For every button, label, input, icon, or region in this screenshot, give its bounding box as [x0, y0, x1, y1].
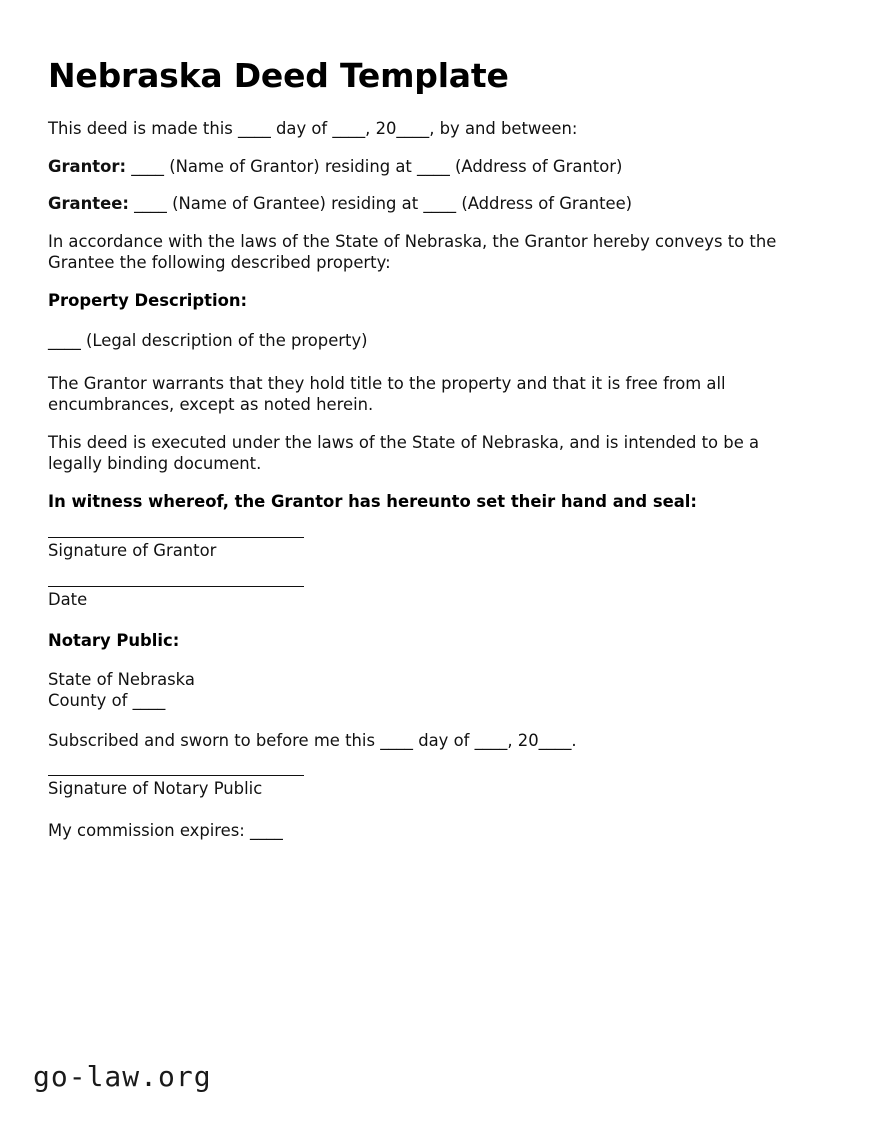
property-description-heading: Property Description: [48, 290, 248, 310]
grantor-signature-block [48, 537, 806, 562]
conveyance-paragraph: In accordance with the laws of the State of Nebraska, the Grantor hereby conveys to the Grantee the following described property: [48, 231, 777, 272]
grantee-label: Grantee: [48, 194, 129, 213]
subscribed-paragraph: Subscribed and sworn to before me this ____ day of ____, 20____. [48, 730, 577, 750]
warranty-paragraph: The Grantor warrants that they hold title to the property and that it is free from all encumbrances, except as noted herein. [48, 373, 726, 414]
grantee-line [48, 193, 806, 215]
state-line: State of Nebraska [48, 669, 195, 689]
notary-jurisdiction-block [48, 669, 806, 712]
intro-paragraph: This deed is made this ____ day of ____, 20____, by and between: [48, 119, 578, 138]
property-description-blank: ____ (Legal description of the property) [48, 331, 368, 350]
grantor-signature-line [48, 537, 304, 538]
county-line: County of ____ [48, 691, 166, 710]
notary-public-heading: Notary Public: [48, 631, 180, 650]
commission-expires-line: My commission expires: ____ [48, 820, 283, 840]
site-watermark: go-law.org [33, 1060, 212, 1093]
grantor-text: ____ (Name of Grantor) residing at ____ (Address of Grantor) [126, 156, 623, 176]
date-label: Date [48, 589, 88, 609]
document-body [48, 56, 806, 862]
notary-signature-block [48, 775, 806, 800]
notary-signature-line [48, 775, 304, 776]
date-line [48, 586, 304, 587]
page-title: Nebraska Deed Template [48, 56, 509, 95]
date-signature-block [48, 586, 806, 611]
witness-heading: In witness whereof, the Grantor has hereunto set their hand and seal: [48, 491, 697, 511]
execution-paragraph: This deed is executed under the laws of the State of Nebraska, and is intended to be a legally binding document. [48, 432, 760, 473]
grantor-signature-label: Signature of Grantor [48, 541, 217, 560]
grantor-line [48, 156, 806, 178]
grantor-label: Grantor: [48, 156, 126, 176]
notary-signature-label: Signature of Notary Public [48, 779, 263, 798]
grantee-text: ____ (Name of Grantee) residing at ____ (Address of Grantee) [128, 194, 633, 213]
